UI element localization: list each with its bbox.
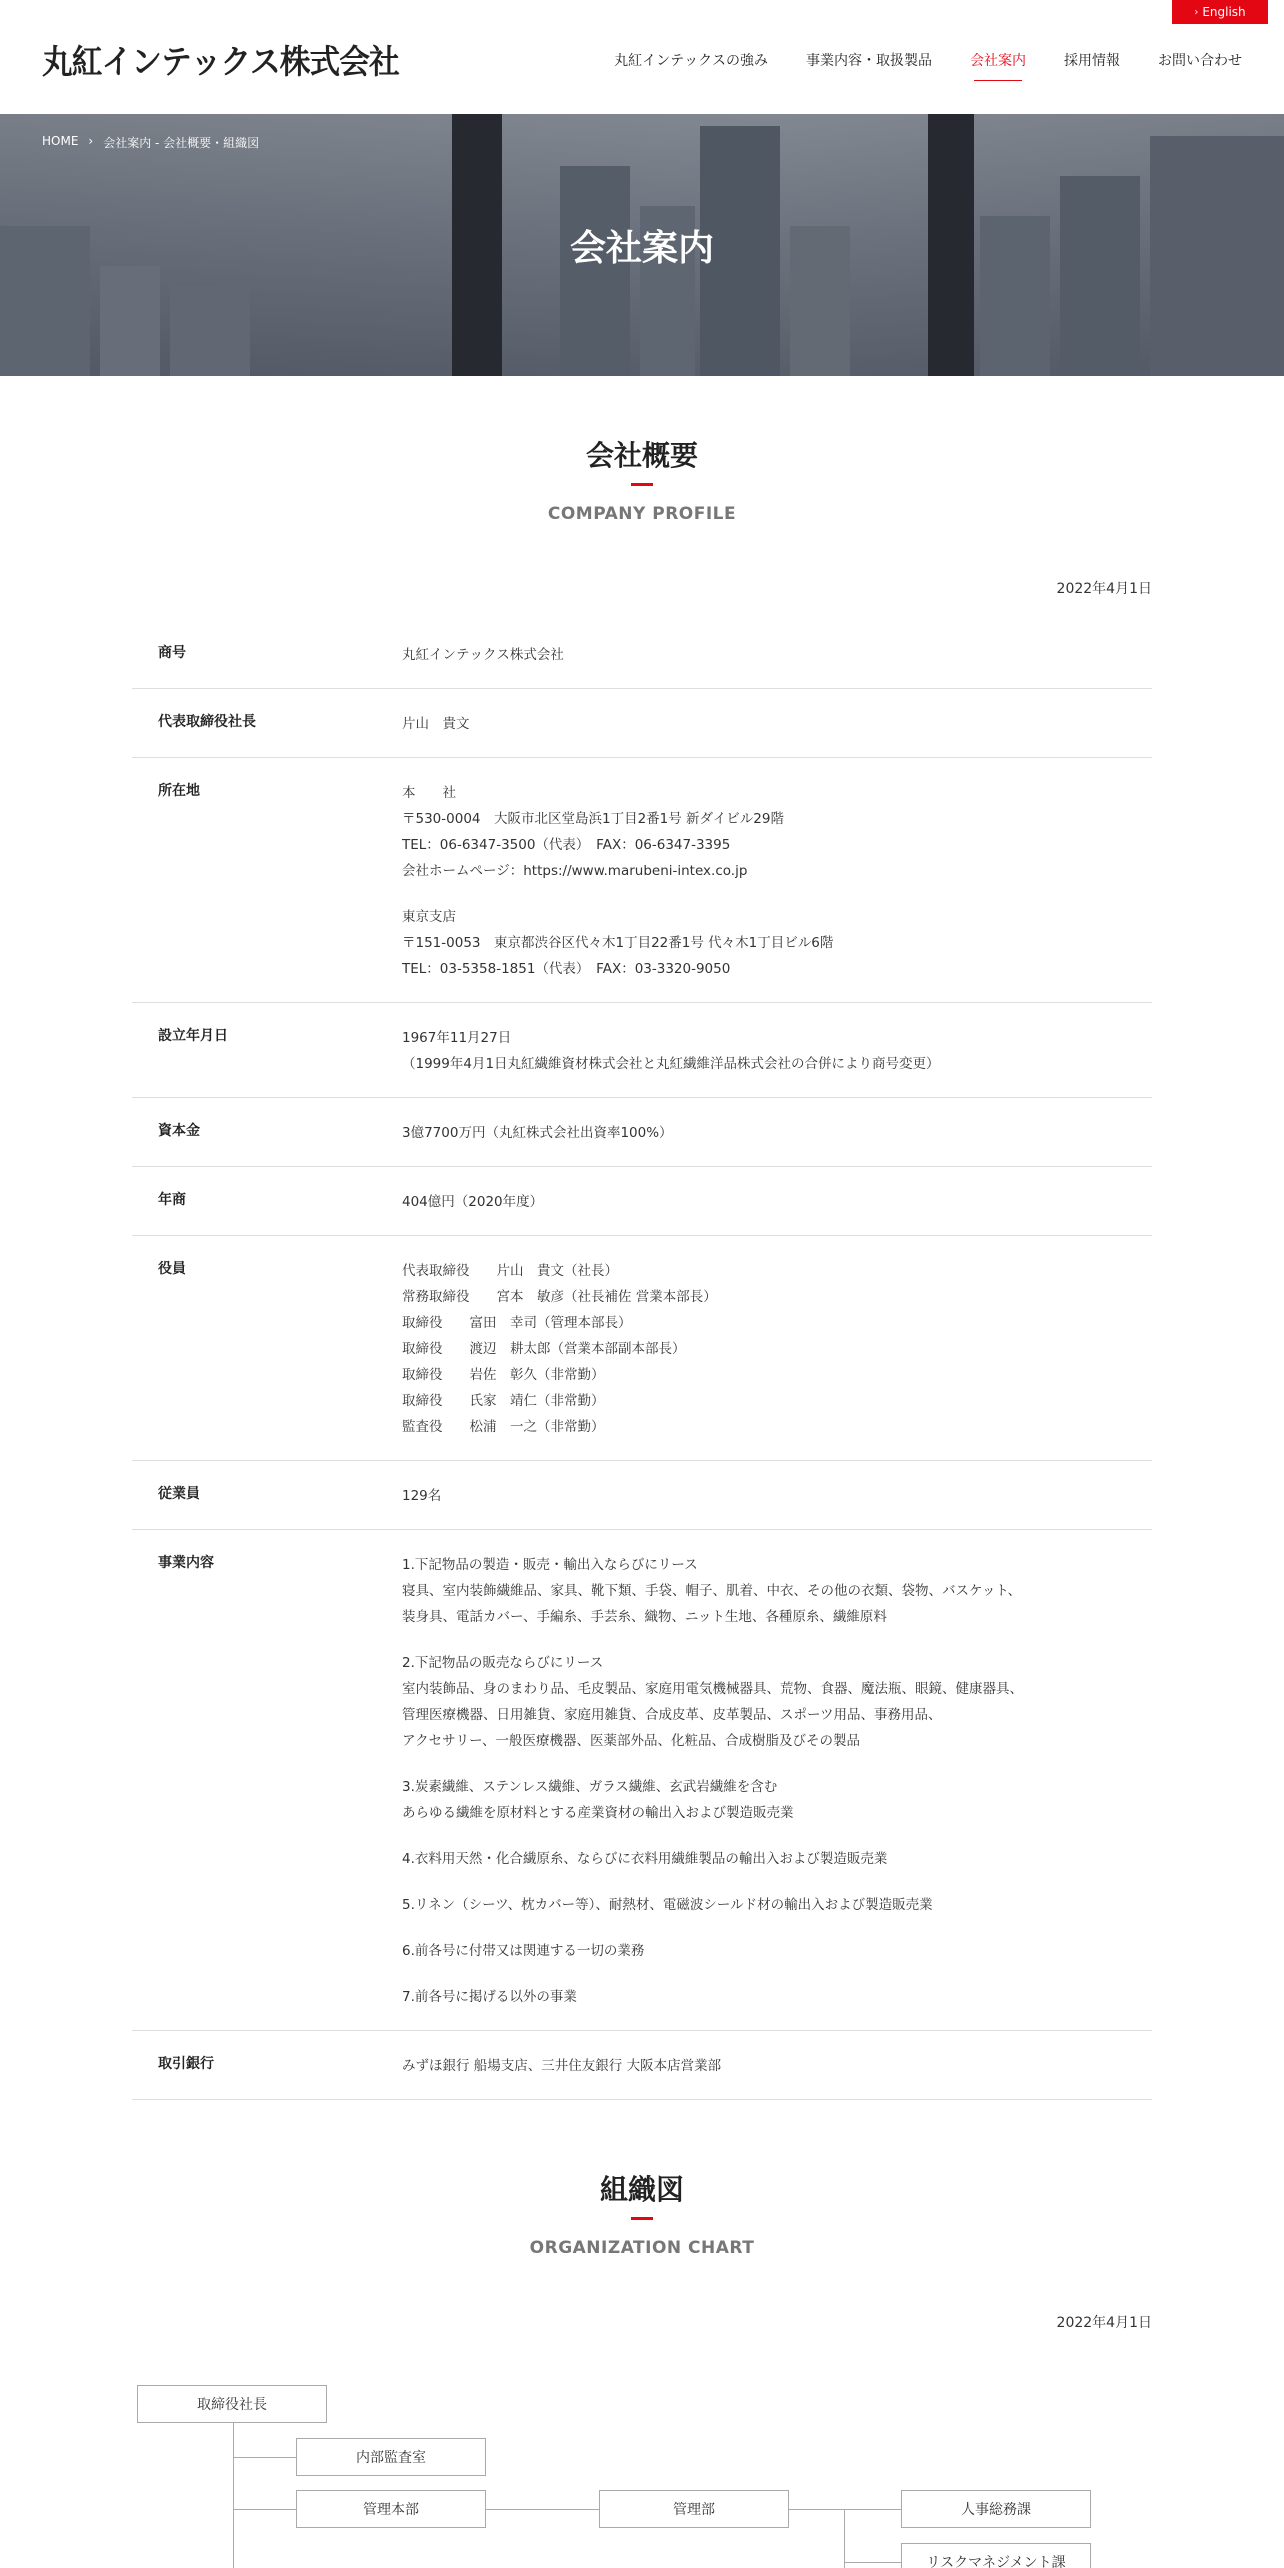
profile-line: あらゆる繊維を原材料とする産業資材の輸出入および製造販売業 <box>402 1805 794 1821</box>
profile-paragraph <box>402 1483 1152 1509</box>
company-logo[interactable]: 丸紅インテックス株式会社 <box>42 42 399 81</box>
english-label: English <box>1202 5 1246 19</box>
profile-line: 常務取締役 宮本 敏彦（社長補佐 営業本部長） <box>402 1289 717 1305</box>
profile-row-label: 設立年月日 <box>158 1028 228 1044</box>
profile-row-label: 代表取締役社長 <box>158 714 256 730</box>
title-accent-bar <box>631 483 653 486</box>
profile-paragraph <box>402 1120 1152 1146</box>
global-nav <box>614 50 1242 70</box>
profile-line: 会社ホームページ：https://www.marubeni-intex.co.jp <box>402 863 748 879</box>
profile-row <box>132 1461 1152 1530</box>
breadcrumb-home[interactable]: HOME <box>42 134 79 148</box>
profile-row-value <box>402 1258 1152 1440</box>
nav-recruit[interactable]: 採用情報 <box>1064 53 1120 69</box>
profile-line: 3.炭素繊維、ステンレス繊維、ガラス繊維、玄武岩繊維を含む <box>402 1779 778 1795</box>
profile-row-value <box>402 1483 1152 1509</box>
profile-paragraph <box>402 2053 1152 2079</box>
profile-line: 4.衣料用天然・化合繊原糸、ならびに衣料用繊維製品の輸出入および製造販売業 <box>402 1851 888 1867</box>
profile-paragraph <box>402 1892 1152 1918</box>
profile-row <box>132 689 1152 758</box>
profile-line: 取締役 富田 幸司（管理本部長） <box>402 1315 632 1331</box>
profile-paragraph <box>402 1774 1152 1826</box>
profile-row-label: 事業内容 <box>158 1555 214 1571</box>
organization-chart <box>0 2360 1284 2568</box>
nav-business[interactable]: 事業内容・取扱製品 <box>806 53 932 69</box>
profile-row-value <box>402 1189 1152 1215</box>
profile-paragraph <box>402 1258 1152 1440</box>
profile-line: 404億円（2020年度） <box>402 1194 544 1210</box>
profile-row <box>132 1098 1152 1167</box>
chevron-right-icon: › <box>1194 6 1199 18</box>
profile-line: 1967年11月27日 <box>402 1030 512 1046</box>
profile-row <box>132 2031 1152 2100</box>
profile-row-value <box>402 642 1152 668</box>
profile-paragraph <box>402 1984 1152 2010</box>
profile-paragraph <box>402 780 1152 884</box>
profile-row-label: 年商 <box>158 1192 186 1208</box>
profile-row-value <box>402 1025 1152 1077</box>
profile-line: 管理医療機器、日用雑貨、家庭用雑貨、合成皮革、皮革製品、スポーツ用品、事務用品、 <box>402 1707 942 1723</box>
profile-line: 取締役 渡辺 耕太郎（営業本部副本部長） <box>402 1341 686 1357</box>
profile-line: 1.下記物品の製造・販売・輸出入ならびにリース <box>402 1557 698 1573</box>
profile-row-value <box>402 2053 1152 2079</box>
profile-line: TEL：06-6347-3500（代表） FAX：06-6347-3395 <box>402 837 731 853</box>
org-box-internal-audit: 内部監査室 <box>296 2438 486 2476</box>
profile-line: 片山 貴文 <box>402 716 470 732</box>
profile-line: 129名 <box>402 1488 442 1504</box>
profile-row <box>132 620 1152 689</box>
profile-line: （1999年4月1日丸紅繊維資材株式会社と丸紅繊維洋品株式会社の合併により商号変更） <box>402 1056 940 1072</box>
profile-line: 取締役 氏家 靖仁（非常勤） <box>402 1393 605 1409</box>
profile-paragraph <box>402 1552 1152 1630</box>
profile-line: みずほ銀行 船場支店、三井住友銀行 大阪本店営業部 <box>402 2058 722 2074</box>
profile-paragraph <box>402 1189 1152 1215</box>
profile-row <box>132 1236 1152 1461</box>
org-date: 2022年4月1日 <box>1056 2315 1152 2331</box>
nav-company[interactable]: 会社案内 <box>970 50 1026 70</box>
company-profile-table <box>132 620 1152 2100</box>
profile-line: 7.前各号に掲げる以外の事業 <box>402 1989 577 2005</box>
profile-line: 装身具、電話カバー、手編糸、手芸糸、織物、ニット生地、各種原糸、繊維原料 <box>402 1609 887 1625</box>
hero-title: 会社案内 <box>569 228 714 269</box>
profile-row <box>132 1003 1152 1098</box>
profile-line: 6.前各号に付帯又は関連する一切の業務 <box>402 1943 645 1959</box>
profile-row <box>132 758 1152 1003</box>
profile-line: 〒530-0004 大阪市北区堂島浜1丁目2番1号 新ダイビル29階 <box>402 811 784 827</box>
profile-row-label: 商号 <box>158 645 186 661</box>
profile-row <box>132 1530 1152 2031</box>
org-box-president: 取締役社長 <box>137 2385 327 2423</box>
title-accent-bar <box>631 2217 653 2220</box>
nav-contact[interactable]: お問い合わせ <box>1158 53 1242 69</box>
org-box-admin-hq: 管理本部 <box>296 2490 486 2528</box>
org-box-risk: リスクマネジメント課 <box>901 2543 1091 2568</box>
profile-row-label: 役員 <box>158 1261 186 1277</box>
profile-line: 丸紅インテックス株式会社 <box>402 647 564 663</box>
nav-strengths[interactable]: 丸紅インテックスの強み <box>614 53 768 69</box>
profile-paragraph <box>402 904 1152 982</box>
site-header <box>0 0 1284 114</box>
profile-paragraph <box>402 1025 1152 1077</box>
profile-row-value <box>402 1120 1152 1146</box>
org-box-hr: 人事総務課 <box>901 2490 1091 2528</box>
profile-date: 2022年4月1日 <box>1056 581 1152 597</box>
profile-paragraph <box>402 711 1152 737</box>
org-box-admin-dept: 管理部 <box>599 2490 789 2528</box>
profile-line: TEL：03-5358-1851（代表） FAX：03-3320-9050 <box>402 961 731 977</box>
profile-paragraph <box>402 1846 1152 1872</box>
profile-paragraph <box>402 1650 1152 1754</box>
profile-subtitle: COMPANY PROFILE <box>547 504 737 524</box>
profile-title: 会社概要 <box>585 439 698 472</box>
breadcrumb <box>42 134 259 151</box>
profile-line: 寝具、室内装飾繊維品、家具、靴下類、手袋、帽子、肌着、中衣、その他の衣類、袋物、バスケット、 <box>402 1583 1022 1599</box>
breadcrumb-current: 会社案内 - 会社概要・組織図 <box>103 136 260 150</box>
profile-line: 取締役 岩佐 彰久（非常勤） <box>402 1367 605 1383</box>
org-subtitle: ORGANIZATION CHART <box>529 2238 755 2258</box>
profile-row <box>132 1167 1152 1236</box>
profile-line: 5.リネン（シーツ、枕カバー等）、耐熱材、電磁波シールド材の輸出入および製造販売業 <box>402 1897 933 1913</box>
profile-row-value <box>402 1552 1152 2010</box>
chevron-right-icon: › <box>88 134 94 148</box>
profile-row-label: 取引銀行 <box>158 2056 214 2072</box>
profile-row-value <box>402 780 1152 982</box>
profile-line: 2.下記物品の販売ならびにリース <box>402 1655 604 1671</box>
profile-row-label: 従業員 <box>158 1486 200 1502</box>
profile-line: 東京支店 <box>402 909 456 925</box>
profile-line: 代表取締役 片山 貴文（社長） <box>402 1263 618 1279</box>
profile-paragraph <box>402 1938 1152 1964</box>
profile-line: アクセサリー、一般医療機器、医薬部外品、化粧品、合成樹脂及びその製品 <box>402 1733 861 1749</box>
profile-line: 室内装飾品、身のまわり品、毛皮製品、家庭用電気機械器具、荒物、食器、魔法瓶、眼鏡、健康器具、 <box>402 1681 1023 1697</box>
profile-line: 本 社 <box>402 785 456 801</box>
profile-row-value <box>402 711 1152 737</box>
profile-line: 3億7700万円（丸紅株式会社出資率100%） <box>402 1125 673 1141</box>
profile-paragraph <box>402 642 1152 668</box>
hero-banner <box>0 114 1284 376</box>
profile-line: 監査役 松浦 一之（非常勤） <box>402 1419 605 1435</box>
profile-row-label: 所在地 <box>158 783 200 799</box>
profile-line: 〒151-0053 東京都渋谷区代々木1丁目22番1号 代々木1丁目ビル6階 <box>402 935 834 951</box>
org-title: 組織図 <box>599 2173 684 2206</box>
profile-row-label: 資本金 <box>158 1123 200 1139</box>
